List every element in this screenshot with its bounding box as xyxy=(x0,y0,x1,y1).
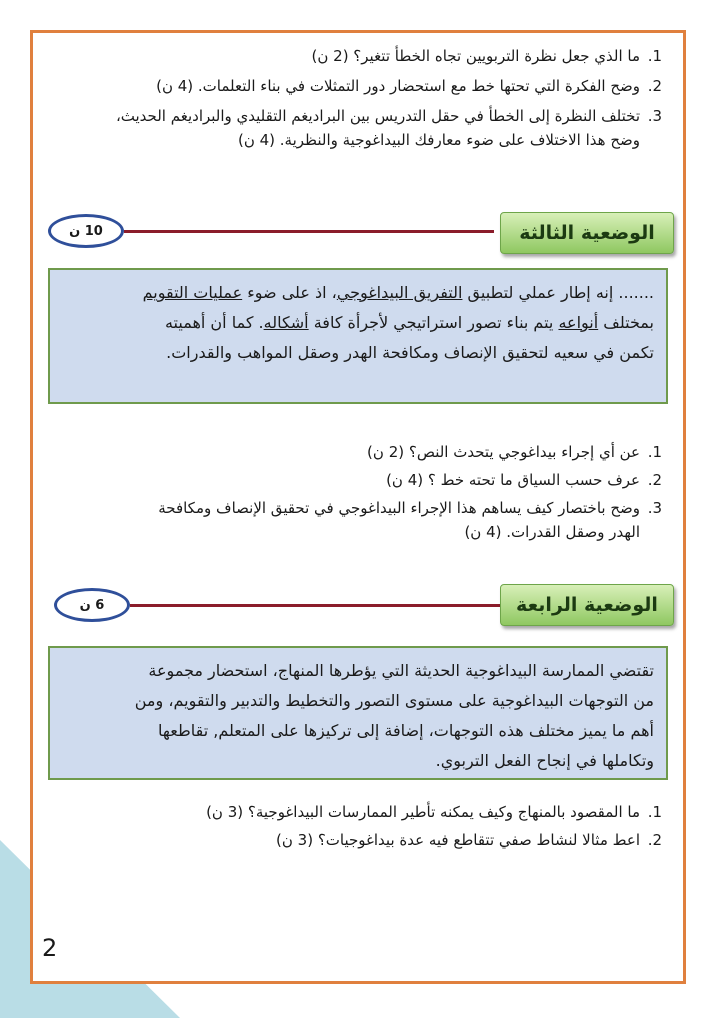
text-line: وتكاملها في إنجاح الفعل التربوي. xyxy=(435,751,654,770)
score-label: 10 ن xyxy=(69,223,103,239)
section2-question-2 xyxy=(116,74,662,98)
question-text: وضح الفكرة التي تحتها خط مع استحضار دور التمثلات في بناء التعلمات. (4 ن) xyxy=(156,77,640,95)
underlined-term: التفريق البيداغوجي xyxy=(336,283,463,302)
section3-question-list xyxy=(158,440,662,544)
section-title: الوضعية الرابعة xyxy=(516,594,658,616)
question-text: ما الذي جعل نظرة التربويين تجاه الخطأ تتغير؟ (2 ن) xyxy=(311,47,640,65)
question-text: الهدر وصقل القدرات. (4 ن) xyxy=(464,523,640,541)
section3-question-2 xyxy=(158,468,662,492)
question-number: .3 xyxy=(647,499,662,517)
section2-question-1 xyxy=(116,44,662,68)
text-line: من التوجهات البيداغوجية على مستوى التصور والتخطيط والتدبير والتقويم، ومن xyxy=(134,691,654,710)
question-text: عرف حسب السياق ما تحته خط ؟ (4 ن) xyxy=(386,471,640,489)
question-text: عن أي إجراء بيداغوجي يتحدث النص؟ (2 ن) xyxy=(367,443,640,461)
question-number: .1 xyxy=(647,443,662,461)
question-number: .2 xyxy=(647,831,662,849)
score-label: 6 ن xyxy=(79,597,105,613)
section4-question-list xyxy=(206,800,662,852)
underlined-term: عمليات التقويم xyxy=(142,283,243,302)
text-line: تقتضي الممارسة البيداغوجية الحديثة التي يؤطرها المنهاج، استحضار مجموعة xyxy=(148,661,654,680)
section4-question-2 xyxy=(206,828,662,852)
section3-question-1 xyxy=(158,440,662,464)
section4-score-badge xyxy=(54,588,130,622)
question-number: .3 xyxy=(647,107,662,125)
section4-text-box xyxy=(48,646,668,780)
question-text: اعط مثالا لنشاط صفي تتقاطع فيه عدة بيداغوجيات؟ (3 ن) xyxy=(276,831,640,849)
underlined-term: أنواعه xyxy=(558,313,599,332)
text-line: تكمن في سعيه لتحقيق الإنصاف ومكافحة الهدر وصقل المواهب والقدرات. xyxy=(166,343,654,362)
question-number: .1 xyxy=(647,803,662,821)
section4-question-1 xyxy=(206,800,662,824)
text-span: ، اذ على ضوء xyxy=(242,283,337,302)
text-line: أهم ما يميز مختلف هذه التوجهات، إضافة إلى تركيزها على المتعلم, تقاطعها xyxy=(158,721,654,740)
section2-question-list xyxy=(116,44,662,152)
question-text: تختلف النظرة إلى الخطأ في حقل التدريس بين البراديغم التقليدي والبراديغم الحديث، xyxy=(115,107,640,125)
section3-title-banner xyxy=(500,212,674,254)
text-line xyxy=(62,278,654,308)
text-span: . كما أن أهميته xyxy=(164,313,264,332)
underlined-term: أشكاله xyxy=(263,313,309,332)
question-text: وضح هذا الاختلاف على ضوء معارفك البيداغوجية والنظرية. (4 ن) xyxy=(237,131,640,149)
question-text: ما المقصود بالمنهاج وكيف يمكنه تأطير الممارسات البيداغوجية؟ (3 ن) xyxy=(206,803,640,821)
question-number: .2 xyxy=(647,77,662,95)
section3-question-3 xyxy=(158,496,662,544)
section3-score-badge xyxy=(48,214,124,248)
question-text: وضح باختصار كيف يساهم هذا الإجراء البيداغوجي في تحقيق الإنصاف ومكافحة xyxy=(158,499,640,517)
text-span: يتم بناء تصور استراتيجي لأجرأة كافة xyxy=(308,313,559,332)
question-number: .2 xyxy=(647,471,662,489)
section4-divider-line xyxy=(130,604,500,607)
text-span: ....... إنه إطار عملي لتطبيق xyxy=(462,283,654,302)
text-span: بمختلف xyxy=(598,313,654,332)
section4-title-banner xyxy=(500,584,674,626)
section-title: الوضعية الثالثة xyxy=(519,222,655,244)
section3-divider-line xyxy=(124,230,494,233)
text-line xyxy=(62,308,654,338)
page-number: 2 xyxy=(42,934,58,962)
section3-text-box xyxy=(48,268,668,404)
question-number: .1 xyxy=(647,47,662,65)
section2-question-3 xyxy=(116,104,662,152)
